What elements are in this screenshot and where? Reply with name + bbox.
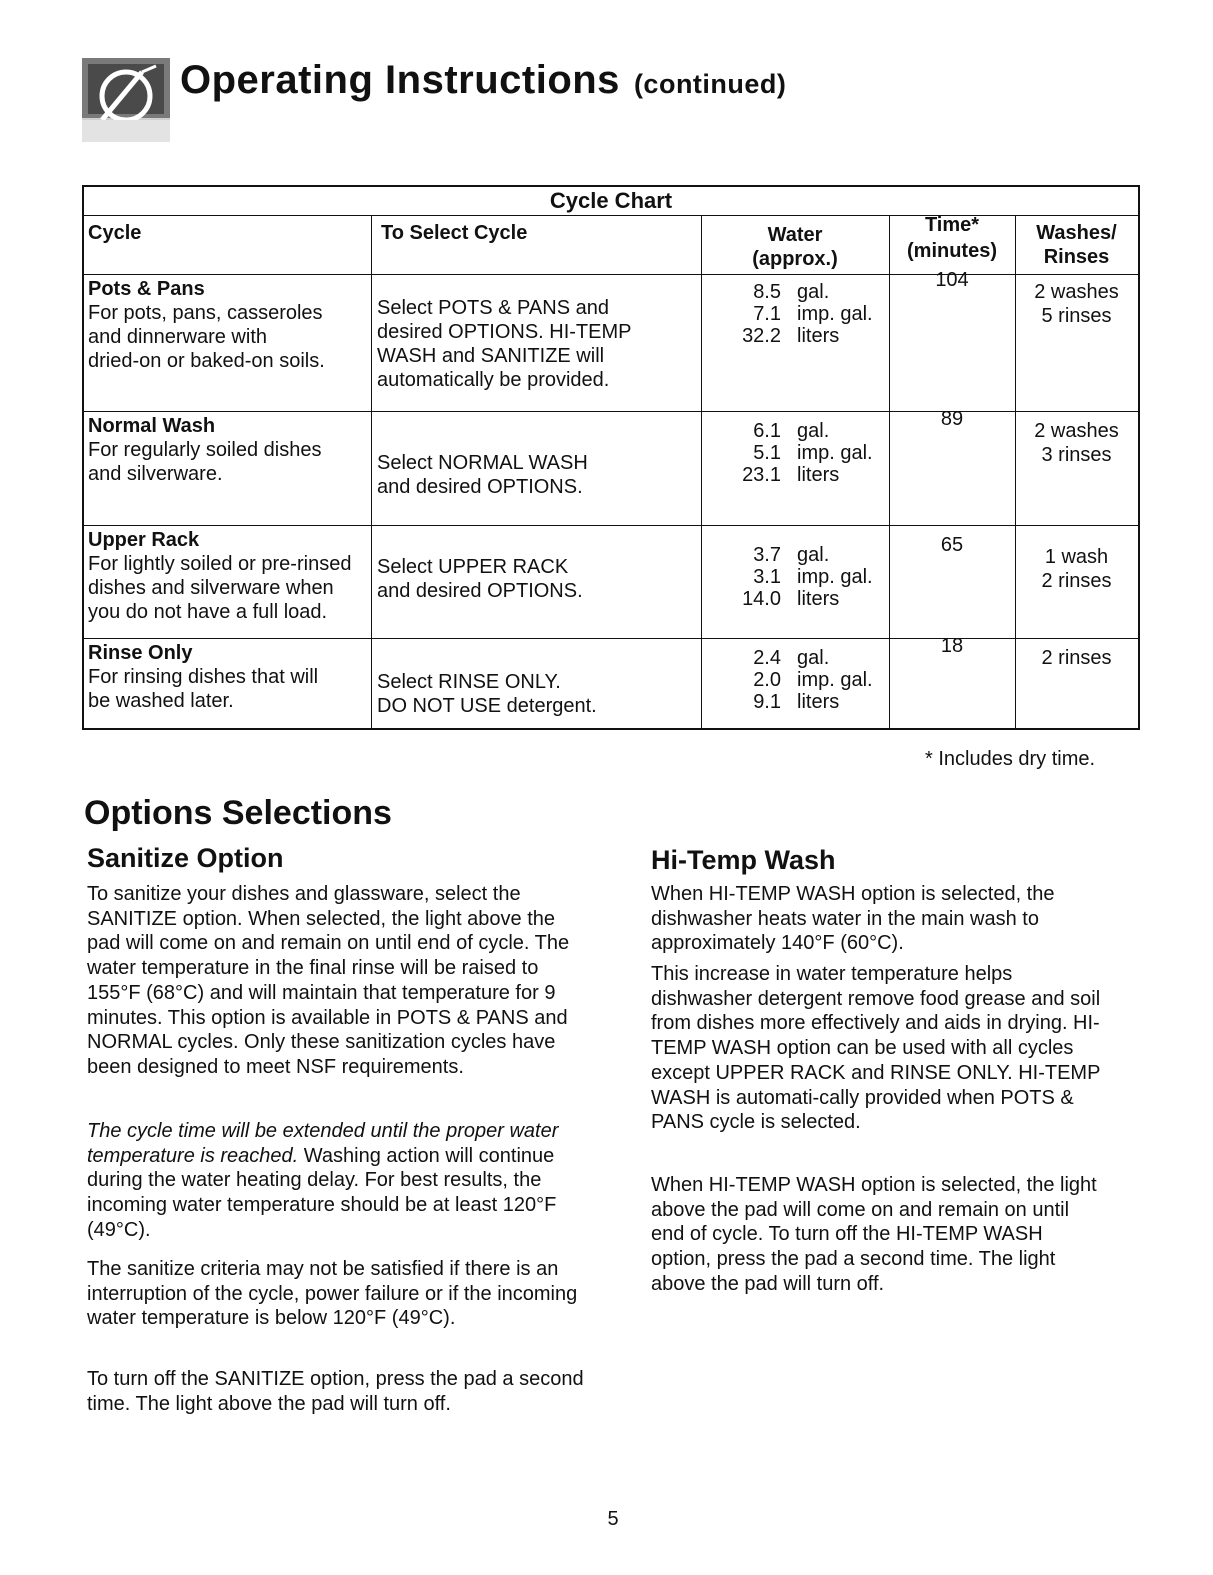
sanitize-heading: Sanitize Option bbox=[87, 843, 284, 873]
select-instruction-line: desired OPTIONS. HI-TEMP bbox=[377, 321, 632, 343]
sanitize-paragraph-4: To turn off the SANITIZE option, press the pad a second time. The light above the pad will turn off. bbox=[87, 1368, 584, 1415]
water-amount: 2.0 bbox=[753, 669, 781, 691]
water-amount: 14.0 bbox=[742, 588, 781, 610]
cycle-description-line: and silverware. bbox=[88, 463, 223, 485]
page-title: Operating Instructions (continued) bbox=[180, 58, 787, 102]
washes-rinses: 3 rinses bbox=[1041, 444, 1112, 466]
water-unit: gal. bbox=[797, 281, 830, 303]
water-amount: 32.2 bbox=[742, 325, 781, 347]
cycle-name: Rinse Only bbox=[88, 642, 193, 664]
header-minutes: (minutes) bbox=[907, 240, 997, 262]
table-footnote: * Includes dry time. bbox=[925, 748, 1096, 770]
water-unit: imp. gal. bbox=[797, 303, 873, 325]
washes-rinses: 2 rinses bbox=[1041, 647, 1112, 669]
water-unit: imp. gal. bbox=[797, 442, 873, 464]
cycle-time: 89 bbox=[940, 408, 964, 430]
select-instruction-line: DO NOT USE detergent. bbox=[377, 695, 597, 717]
cycle-name: Upper Rack bbox=[88, 529, 200, 551]
water-amount: 9.1 bbox=[753, 691, 781, 713]
water-unit: gal. bbox=[797, 647, 830, 669]
cycle-description-line: For pots, pans, casseroles bbox=[88, 302, 323, 324]
select-instruction-line: and desired OPTIONS. bbox=[377, 580, 583, 602]
select-instruction-line: WASH and SANITIZE will bbox=[377, 345, 605, 367]
title-continued: (continued) bbox=[633, 69, 787, 99]
water-unit: gal. bbox=[797, 544, 830, 566]
hitemp-paragraph-1: When HI-TEMP WASH option is selected, the dishwasher heats water in the main wash to approximately 140°F (60°C). bbox=[651, 883, 1055, 955]
hitemp-paragraph-2: This increase in water temperature helps dishwasher detergent remove food grease and soil from dishes more effectively and aids in drying. HI-TEMP WASH option can be used with all cycles except UPPER RACK and RINSE ONLY. HI-TEMP WASH is automati-cally provided when POTS & PANS cycle is selected. bbox=[651, 963, 1101, 1134]
cycle-name: Normal Wash bbox=[88, 415, 216, 437]
water-unit: gal. bbox=[797, 420, 830, 442]
header-rinses: Rinses bbox=[1043, 246, 1110, 268]
hitemp-heading: Hi-Temp Wash bbox=[651, 845, 836, 875]
select-instruction-line: Select NORMAL WASH bbox=[377, 452, 588, 474]
cycle-description-line: dishes and silverware when bbox=[88, 577, 334, 599]
cycle-description-line: For lightly soiled or pre-rinsed bbox=[88, 553, 352, 575]
column-divider-0 bbox=[371, 215, 372, 730]
cycle-time: 65 bbox=[940, 534, 964, 556]
water-unit: liters bbox=[797, 588, 840, 610]
water-amount: 7.1 bbox=[753, 303, 781, 325]
cycle-name: Pots & Pans bbox=[88, 278, 205, 300]
header-water-approx: (approx.) bbox=[752, 248, 838, 270]
header-cycle: Cycle bbox=[88, 222, 142, 244]
cycle-description-line: dried-on or baked-on soils. bbox=[88, 350, 325, 372]
header-to-select: To Select Cycle bbox=[381, 222, 528, 244]
sanitize-emphasis: The cycle time will be extended until the proper water temperature is reached. bbox=[87, 1120, 559, 1167]
dishwasher-logo-icon bbox=[82, 58, 170, 142]
water-unit: imp. gal. bbox=[797, 566, 873, 588]
water-unit: liters bbox=[797, 691, 840, 713]
select-instruction-line: automatically be provided. bbox=[377, 369, 610, 391]
row-divider-2 bbox=[84, 525, 1138, 526]
page-number: 5 bbox=[607, 1508, 619, 1530]
select-instruction-line: Select POTS & PANS and bbox=[377, 297, 609, 319]
header-time: Time* bbox=[924, 214, 980, 236]
washes-rinses: 1 wash bbox=[1044, 546, 1109, 568]
column-divider-1 bbox=[701, 215, 702, 730]
select-instruction-line: Select RINSE ONLY. bbox=[377, 671, 561, 693]
header-washes: Washes/ bbox=[1036, 222, 1117, 244]
water-amount: 23.1 bbox=[742, 464, 781, 486]
cycle-description-line: be washed later. bbox=[88, 690, 234, 712]
sanitize-paragraph-1: To sanitize your dishes and glassware, select the SANITIZE option. When selected, the light above the pad will come on and remain on until end of cycle. The water temperature in the final rinse will be raised to 155°F (68°C) and will maintain that temperature for 9 minutes. This option is available in POTS & PANS and NORMAL cycles. Only these sanitization cycles have been designed to meet NSF requirements. bbox=[87, 883, 570, 1078]
water-amount: 5.1 bbox=[753, 442, 781, 464]
water-amount: 3.7 bbox=[753, 544, 781, 566]
washes-rinses: 5 rinses bbox=[1041, 305, 1112, 327]
cycle-description-line: you do not have a full load. bbox=[88, 601, 328, 623]
hitemp-paragraph-3: When HI-TEMP WASH option is selected, the light above the pad will come on and remain on until end of cycle. To turn off the HI-TEMP WASH option, press the pad a second time. The light above the pad will turn off. bbox=[651, 1174, 1097, 1295]
water-unit: imp. gal. bbox=[797, 669, 873, 691]
options-heading: Options Selections bbox=[84, 794, 392, 832]
washes-rinses: 2 washes bbox=[1034, 420, 1119, 442]
cycle-description-line: and dinnerware with bbox=[88, 326, 267, 348]
cycle-time: 104 bbox=[935, 269, 969, 291]
sanitize-paragraph-3: The sanitize criteria may not be satisfied if there is an interruption of the cycle, power failure or if the incoming water temperature is below 120°F (49°C). bbox=[87, 1258, 578, 1330]
water-amount: 8.5 bbox=[753, 281, 781, 303]
cycle-chart-title: Cycle Chart bbox=[549, 188, 673, 213]
cycle-description-line: For rinsing dishes that will bbox=[88, 666, 319, 688]
water-amount: 2.4 bbox=[753, 647, 781, 669]
water-amount: 3.1 bbox=[753, 566, 781, 588]
select-instruction-line: Select UPPER RACK bbox=[377, 556, 569, 578]
washes-rinses: 2 rinses bbox=[1041, 570, 1112, 592]
water-amount: 6.1 bbox=[753, 420, 781, 442]
cycle-description-line: For regularly soiled dishes bbox=[88, 439, 322, 461]
washes-rinses: 2 washes bbox=[1034, 281, 1119, 303]
water-unit: liters bbox=[797, 464, 840, 486]
header-water: Water bbox=[767, 224, 823, 246]
select-instruction-line: and desired OPTIONS. bbox=[377, 476, 583, 498]
sanitize-paragraph-2: The cycle time will be extended until the proper water temperature is reached. Washing action will continue during the water heating delay. For best results, the incoming water temperature should be at least 120°F (49°C). bbox=[87, 1120, 559, 1241]
water-unit: liters bbox=[797, 325, 840, 347]
cycle-time: 18 bbox=[940, 635, 964, 657]
cycle-chart-table bbox=[82, 185, 1140, 730]
